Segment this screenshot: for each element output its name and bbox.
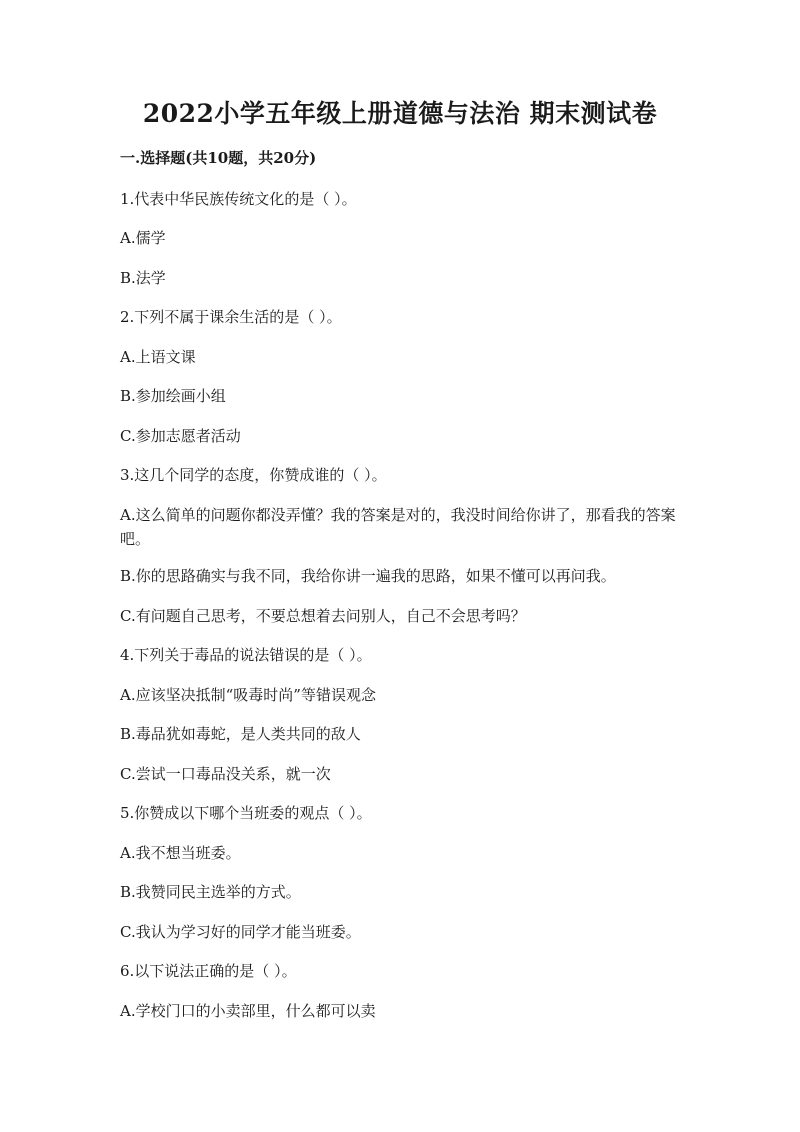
question-3-stem: 3.这几个同学的态度，你赞成谁的（ ）。: [120, 466, 387, 484]
question-5-stem: 5.你赞成以下哪个当班委的观点（ ）。: [120, 804, 372, 822]
question-2-option-a: A.上语文课: [120, 348, 196, 366]
question-4-option-b: B.毒品犹如毒蛇，是人类共同的敌人: [120, 725, 361, 743]
question-4-stem: 4.下列关于毒品的说法错误的是（ ）。: [120, 646, 372, 664]
question-3-option-b: B.你的思路确实与我不同，我给你讲一遍我的思路，如果不懂可以再问我。: [120, 567, 616, 585]
question-2-option-b: B.参加绘画小组: [120, 387, 226, 405]
question-2-stem: 2.下列不属于课余生活的是（ ）。: [120, 308, 342, 326]
question-5-option-c: C.我认为学习好的同学才能当班委。: [120, 923, 361, 941]
question-3-option-c: C.有问题自己思考，不要总想着去问别人，自己不会思考吗？: [120, 607, 526, 625]
question-2-option-c: C.参加志愿者活动: [120, 427, 241, 445]
question-3-option-a: A.这么简单的问题你都没弄懂？我的答案是对的，我没时间给你讲了，那看我的答案吧。: [120, 506, 676, 548]
question-4-option-c: C.尝试一口毒品没关系，就一次: [120, 765, 331, 783]
page-title: 2022小学五年级上册道德与法治 期末测试卷: [142, 99, 658, 128]
question-1-option-b: B.法学: [120, 269, 166, 287]
question-5-option-b: B.我赞同民主选举的方式。: [120, 883, 301, 901]
question-6-stem: 6.以下说法正确的是（ ）。: [120, 962, 297, 980]
section-heading: 一.选择题(共10题，共20分): [120, 149, 317, 167]
question-5-option-a: A.我不想当班委。: [120, 844, 241, 862]
question-6-option-a: A.学校门口的小卖部里，什么都可以卖: [120, 1002, 376, 1020]
question-1-stem: 1.代表中华民族传统文化的是（ ）。: [120, 190, 357, 208]
question-1-option-a: A.儒学: [120, 229, 166, 247]
question-4-option-a: A.应该坚决抵制“吸毒时尚”等错误观念: [120, 686, 376, 704]
